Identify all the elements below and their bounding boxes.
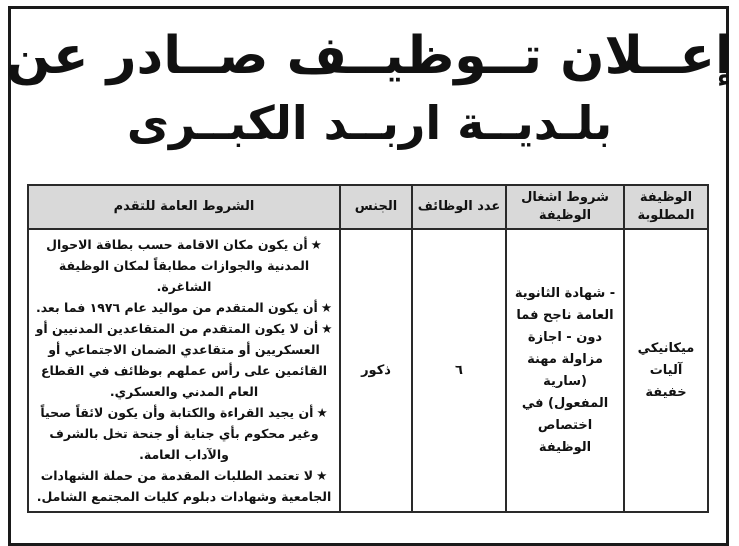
announcement-title: إعــلان تــوظيــف صــادر عن — [6, 26, 733, 86]
star-icon: ★ — [310, 237, 322, 252]
cell-conditions — [28, 229, 340, 512]
condition-item: ★أن يجيد القراءة والكتابة وأن يكون لائقاً صحياً وغير محكوم بأي جناية أو جنحة تخل بالشرف والآداب العامة. — [40, 405, 328, 462]
condition-item: ★أن يكون المتقدم من مواليد عام ١٩٧٦ فما بعد. — [35, 300, 333, 315]
header-conditions: الشروط العامة للتقدم — [28, 185, 340, 229]
header-job: الوظيفة المطلوبة — [624, 185, 708, 229]
vacancy-table — [27, 184, 709, 513]
table-row — [28, 229, 708, 512]
star-icon: ★ — [320, 300, 333, 315]
announcement-subtitle: بلـديــة اربــد الكبــرى — [126, 96, 613, 150]
star-icon: ★ — [316, 468, 328, 483]
header-requirements: شروط اشغال الوظيفة — [506, 185, 624, 229]
cell-requirements: - شهادة الثانوية العامة ناجح فما دون - اجازة مزاولة مهنة (سارية المفعول) في اختصاص الوظيفة — [506, 229, 624, 512]
star-icon: ★ — [321, 321, 333, 336]
cell-job: ميكانيكي آليات خفيفة — [624, 229, 708, 512]
condition-item: ★لا تعتمد الطلبات المقدمة من حملة الشهادات الجامعية وشهادات دبلوم كليات المجتمع الشامل. — [36, 468, 332, 504]
header-count: عدد الوظائف — [412, 185, 506, 229]
condition-item: ★أن يكون مكان الاقامة حسب بطاقة الاحوال المدنية والجوازات مطابقاً لمكان الوظيفة الشاغرة. — [46, 237, 322, 294]
cell-count: ٦ — [412, 229, 506, 512]
star-icon: ★ — [316, 405, 328, 420]
header-gender: الجنس — [340, 185, 412, 229]
cell-gender: ذكور — [340, 229, 412, 512]
condition-item: ★أن لا يكون المتقدم من المتقاعدين المدنيين أو العسكريين أو متقاعدي الضمان الاجتماعي أو القائمين على رأس عملهم بوظائف في القطاع العام المدني والعسكري. — [35, 321, 333, 399]
table-header-row — [28, 185, 708, 229]
